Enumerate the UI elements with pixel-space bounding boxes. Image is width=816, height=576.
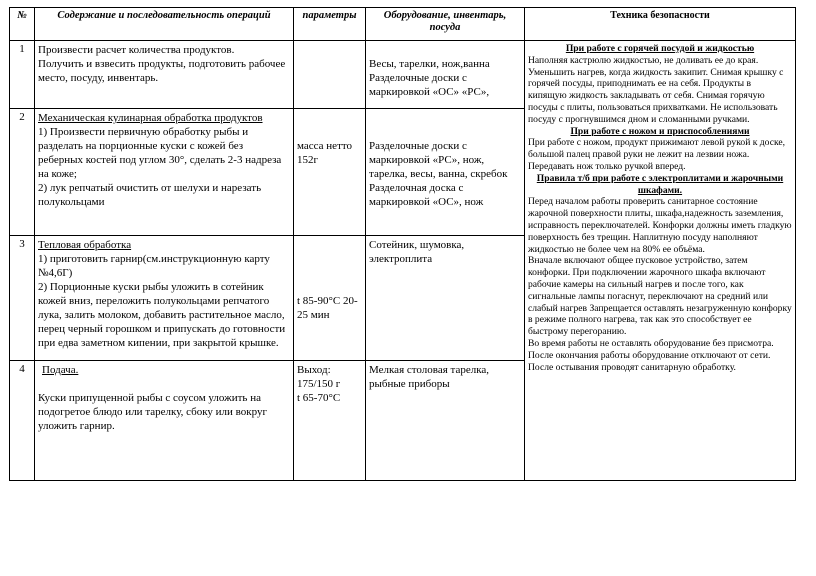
safety-hot-text: Наполняя кастрюлю жидкостью, не доливать ее до края. Уменьшить нагрев, когда жидкость закипит. Снимая крышку с горячей посуды, приподнимать ее на себя. Продукты в кипящую жидкость закладывать от себя. Снимая горячую посуды с плиты, пользоваться прихватками. Не использовать посуду с прогнувшимся дном и сломанными ручками. [528,54,784,125]
content-line: Произвести расчет количества продуктов. [38,44,235,56]
equipment-text: Весы, тарелки, нож,ванна Разделочные доски с маркировкой «ОС» «РС», [369,58,490,98]
params-line: Выход: [297,364,331,376]
safety-stove-text-4: После окончания работы оборудование отключают от сети. После остывания проводят санитарную обработку. [528,349,771,373]
row-content [35,41,294,109]
row-number: 4 [10,361,35,481]
row-content [35,109,294,236]
row-equipment [366,361,525,481]
params-text: t 85-90°C 20-25 мин [297,295,358,321]
params-line: t 65-70°C [297,392,341,404]
safety-stove-text-3: Во время работы не оставлять оборудование без присмотра. [528,337,774,349]
row-equipment [366,41,525,109]
header-number: № [10,8,35,41]
safety-knife-text: При работе с ножом, продукт прижимают левой рукой к доске, большой палец правой руки не лежит на лезвии ножа. [528,137,786,161]
row-title: Тепловая обработка [38,239,132,251]
safety-stove-text: Перед началом работы проверить санитарное состояние жарочной поверхности плиты, шкафа,надежность заземления, исправность переключателей. Конфорки должны иметь гладкую поверхность без трещин. Наплитную посуду наполняют жидкостью не более чем на 80% ее объёма. [528,196,792,255]
content-line: 1) приготовить гарнир(см.инструкционную карту №4,6Г) [38,253,270,279]
row-params [294,236,366,361]
row-number: 2 [10,109,35,236]
safety-hot-title: При работе с горячей посудой и жидкостью [565,43,755,54]
header-params: параметры [294,8,366,41]
table-header-row [10,8,796,41]
safety-cell [525,41,796,481]
header-safety: Техника безопасности [525,8,796,41]
row-equipment [366,109,525,236]
row-content [35,361,294,481]
params-line: 175/150 г [297,378,341,390]
safety-stove-title: Правила т/б при работе с электроплитами и жарочными шкафами. [536,172,784,196]
safety-stove-text-2: Вначале включают общее пусковое устройство, затем конфорки. При подключении жарочного шкафа включают рабочие камеры на сильный нагрев и после того, как сигнальные лампы погаснут, переключают на средний или слабый нагрев Запрещается оставлять незагруженную конфорку в режиме полного нагрева, так как это способствует ее быстрому перегоранию. [528,255,792,338]
row-number: 3 [10,236,35,361]
row-title: Подача. [42,364,79,376]
header-content: Содержание и последовательность операций [35,8,294,41]
row-equipment [366,236,525,361]
table-row [10,41,796,109]
row-params [294,109,366,236]
content-line: Получить и взвесить продукты, подготовить рабочее место, посуду, инвентарь. [38,58,286,84]
operations-table [9,7,796,481]
row-params [294,41,366,109]
content-line: 2) Порционные куски рыбы уложить в сотейник кожей вниз, переложить полукольцами репчатого лука, залить молоком, добавить растительное масло, перец черный горошком и припускать до готовности при едва заметном кипении, при закрытой крышке. [38,281,286,349]
row-params [294,361,366,481]
safety-knife-text-2: Передавать нож только ручкой вперед. [528,160,686,172]
content-line: Куски припущенной рыбы с соусом уложить на подогретое блюдо или тарелку, сбоку или вокруг уложить гарнир. [38,392,267,432]
content-line: 1) Произвести первичную обработку рыбы и разделать на порционные куски с кожей без реберных костей под углом 30°, сделать 2-3 надреза на коже; [38,126,282,180]
equipment-text: Сотейник, шумовка, электроплита [369,239,465,265]
row-content [35,236,294,361]
equipment-text: Мелкая столовая тарелка, рыбные приборы [369,364,490,390]
row-number: 1 [10,41,35,109]
row-title: Механическая кулинарная обработка продуктов [38,112,263,124]
content-line: 2) лук репчатый очистить от шелухи и нарезать полукольцами [38,182,262,208]
equipment-text: Разделочные доски с маркировкой «РС», нож, тарелка, весы, ванна, скребок Разделочная доска с маркировкой «ОС», нож [369,140,508,208]
header-equipment: Оборудование, инвентарь, посуда [366,8,525,41]
safety-knife-title: При работе с ножом и приспособлениями [570,125,750,137]
params-text: масса нетто 152г [297,140,353,166]
